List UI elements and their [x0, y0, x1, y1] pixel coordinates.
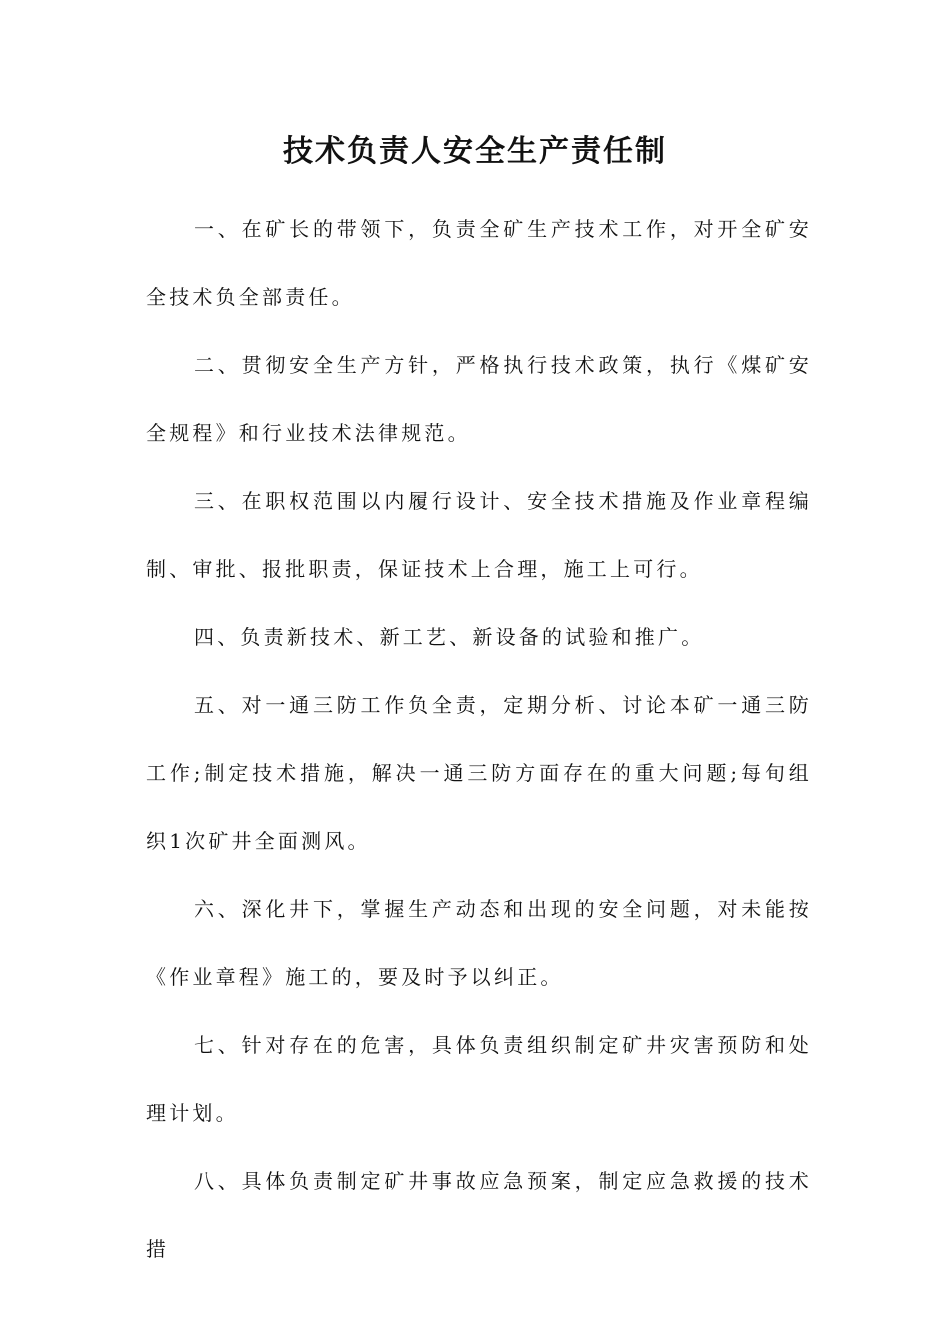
document-title: 技术负责人安全生产责任制 — [283, 134, 667, 169]
paragraph-7: 七、针对存在的危害，具体负责组织制定矿井灾害预防和处理计划。 — [146, 1033, 812, 1125]
paragraph-6: 六、深化井下，掌握生产动态和出现的安全问题，对未能按《作业章程》施工的，要及时予以纠正。 — [146, 897, 812, 989]
document-body — [146, 195, 812, 1283]
paragraph-5: 五、对一通三防工作负全责，定期分析、讨论本矿一通三防 工作;制定技术措施，解决一通三防方面存在的重大问题;每旬组织1次矿井全面测风。 — [146, 693, 812, 853]
paragraph-3: 三、在职权范围以内履行设计、安全技术措施及作业章程编制、审批、报批职责，保证技术上合理，施工上可行。 — [146, 489, 812, 581]
paragraph-2: 二、贯彻安全生产方针，严格执行技术政策，执行《煤矿安全规程》和行业技术法律规范。 — [146, 353, 812, 445]
paragraph-4: 四、负责新技术、新工艺、新设备的试验和推广。 — [194, 625, 705, 649]
paragraph-8: 八、具体负责制定矿井事故应急预案，制定应急救援的技术措 — [146, 1169, 812, 1261]
paragraph-1: 一、在矿长的带领下，负责全矿生产技术工作，对开全矿安全技术负全部责任。 — [146, 217, 812, 309]
